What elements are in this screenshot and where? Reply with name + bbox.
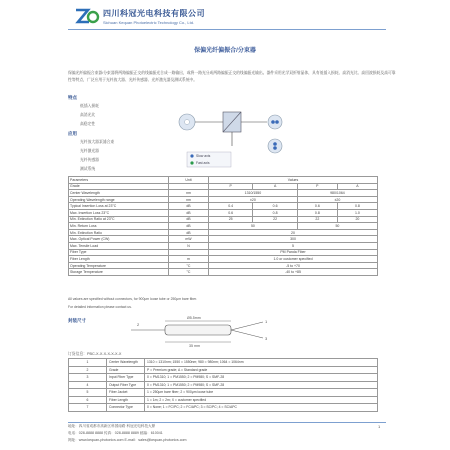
spec-cell: Center Wavelength [69, 190, 169, 197]
package-heading: 封装尺寸 [68, 318, 86, 323]
spec-row [69, 196, 378, 203]
ordering-cell: P = Premium grade; A = Standard grade [145, 366, 378, 374]
spec-cell: m [169, 256, 209, 263]
spec-row [69, 229, 378, 236]
ordering-cell: Fiber Jacket [107, 389, 145, 397]
ordering-row [69, 359, 378, 367]
spec-cell: 1310/1550 [209, 190, 298, 197]
ordering-cell: 1310 = 1310nm; 1550 = 1550nm; 980 = 980nm; 1064 = 1064nm [145, 359, 378, 367]
header-unit: Unit [169, 177, 209, 184]
spec-row [69, 216, 378, 223]
footer-divider [68, 422, 386, 423]
spec-cell: Typical Insertion Loss at 23°C [69, 203, 169, 210]
spec-cell: 980/1064 [297, 190, 377, 197]
spec-cell: Max. Optical Power (CW) [69, 236, 169, 243]
port-label: 2 [137, 322, 140, 327]
spec-cell: °C [169, 269, 209, 276]
ordering-row [69, 381, 378, 389]
ordering-row [69, 389, 378, 397]
legend-label-fast: Fast axis [196, 161, 210, 166]
spec-cell: Grade [69, 183, 169, 190]
features-heading: 特点 [68, 95, 77, 100]
spec-cell: Min. Extinction Ratio at 23°C [69, 216, 169, 223]
ordering-cell: 1 = 250μm bare fiber; 2 = 900μm loose tube [145, 389, 378, 397]
ordering-row [69, 366, 378, 374]
intro-paragraph: 保偏光纤偏振合束器/分束器将两路偏振正交的线偏振光合成一路输出，或将一路光分成两路偏振正交的线偏振光输出。器件采用光学双折射晶体，具有低插入损耗、高消光比、高回波损耗及高可靠性等特点，广泛应用于光纤放大器、光纤传感器、光纤激光器及测试系统中。 [68, 71, 396, 83]
application-item: 光纤放大器泵浦合束 [80, 140, 115, 144]
ordering-cell: 1 [69, 359, 107, 367]
polarization-schematic [175, 102, 295, 170]
ordering-cell: Input Fiber Type [107, 374, 145, 382]
spec-cell: -40 to +85 [209, 269, 378, 276]
spec-row [69, 269, 378, 276]
spec-table [68, 176, 378, 276]
spec-cell: 0.4 [209, 203, 253, 210]
ordering-cell: 6 [69, 396, 107, 404]
port-label: 1 [265, 319, 268, 324]
spec-note: All values are specified without connectors, for 900μm loose tube or 250μm bare fiber. [68, 297, 198, 301]
spec-cell: -5 to +70 [209, 262, 378, 269]
feature-item: 高稳定性 [80, 122, 96, 126]
spec-cell: P [209, 183, 253, 190]
spec-cell: Fiber Type [69, 249, 169, 256]
ordering-cell: 0 = None; 1 = FC/PC; 2 = FC/APC; 3 = SC/PC; 4 = SC/APC [145, 404, 378, 412]
spec-row [69, 183, 378, 190]
birefringent-crystal [223, 112, 241, 132]
ordering-cell: 7 [69, 404, 107, 412]
dimension-diameter: Ø5.5mm [187, 316, 201, 320]
ordering-table [68, 358, 378, 412]
application-item: 测试系统 [80, 167, 96, 171]
application-item: 光纤激光器 [80, 149, 99, 153]
application-item: 光纤传感器 [80, 158, 99, 162]
spec-cell: 50 [209, 223, 298, 230]
ordering-cell: 1 = 1m; 2 = 2m; X = customer specified [145, 396, 378, 404]
spec-cell: 22 [297, 216, 337, 223]
ordering-cell: 0 = PM1310; 1 = PM1550; 2 = PM980; S = SMF-28 [145, 374, 378, 382]
spec-cell: ±20 [297, 196, 377, 203]
spec-note: For detailed information please contact us. [68, 305, 132, 309]
spec-cell: dB [169, 229, 209, 236]
page-header [68, 5, 398, 35]
spec-row [69, 209, 378, 216]
spec-cell: Min. Return Loss [69, 223, 169, 230]
spec-cell: Operating Temperature [69, 262, 169, 269]
applications-heading: 应用 [68, 131, 77, 136]
spec-cell: 50 [297, 223, 377, 230]
spec-row [69, 242, 378, 249]
company-logo [74, 7, 100, 27]
output-fiber-endface-2 [268, 139, 282, 153]
output-pigtail-2 [231, 330, 263, 338]
ordering-cell: 5 [69, 389, 107, 397]
spec-cell: dB [169, 216, 209, 223]
spec-cell: P [297, 183, 337, 190]
spec-cell: 20 [337, 216, 377, 223]
spec-row [69, 236, 378, 243]
ordering-row [69, 404, 378, 412]
spec-cell: 0.6 [209, 209, 253, 216]
page-number: 1 [378, 424, 381, 429]
output-fiber-endface-1 [268, 115, 282, 129]
spec-cell: 22 [253, 216, 297, 223]
package-body [165, 325, 231, 335]
spec-cell: dB [169, 209, 209, 216]
legend-label-slow: Slow axis [196, 154, 211, 159]
port-label: 3 [265, 336, 268, 341]
spec-cell: Operating Wavelength range [69, 196, 169, 203]
spec-row [69, 256, 378, 263]
ordering-cell: 3 [69, 374, 107, 382]
spec-cell: 0.6 [253, 203, 297, 210]
feature-item: 低插入损耗 [80, 104, 99, 108]
spec-row [69, 262, 378, 269]
spec-cell [169, 249, 209, 256]
spec-row [69, 190, 378, 197]
spec-row [69, 249, 378, 256]
spec-cell: 1.0 [337, 209, 377, 216]
company-name-en: Sichuan Kequan Photoelectric Technology Co., Ltd. [103, 20, 195, 25]
package-drawing [125, 310, 275, 350]
feature-item: 高消光比 [80, 113, 96, 117]
spec-cell: Min. Extinction Ratio [69, 229, 169, 236]
header-values: Values [209, 177, 378, 184]
spec-cell: 300 [209, 236, 378, 243]
spec-cell: nm [169, 190, 209, 197]
spec-cell: Storage Temperature [69, 269, 169, 276]
input-fiber-endface [179, 114, 195, 130]
spec-cell: 0.8 [337, 203, 377, 210]
output-pigtail-1 [231, 322, 263, 330]
ordering-cell: Grade [107, 366, 145, 374]
spec-cell: ±20 [209, 196, 298, 203]
spec-cell: A [253, 183, 297, 190]
spec-cell: 5 [209, 242, 378, 249]
spec-cell: 0.8 [253, 209, 297, 216]
spec-cell: nm [169, 196, 209, 203]
footer-web: 网址：www.kequan-photonics.com E-mail：sales@kequan-photonics.com [68, 438, 187, 442]
ordering-title: 订货信息：PBC-X-X-X-X-X-X-X [68, 352, 122, 356]
ordering-row [69, 396, 378, 404]
ordering-cell: Fiber Length [107, 396, 145, 404]
spec-table-header [69, 177, 378, 184]
spec-cell: PM Panda Fiber [209, 249, 378, 256]
footer-address: 地址：四川省成都市高新区科园南路 科冠光电科技大厦 [68, 424, 156, 428]
header-param: Parameters [69, 177, 169, 184]
legend-marker-slow [190, 154, 193, 157]
footer-phone: 电话：028-8888 8888 传真：028-8888 8889 邮编：610041 [68, 431, 163, 435]
ordering-cell: 0 = PM1310; 1 = PM1550; 2 = PM980; S = SMF-28 [145, 381, 378, 389]
legend-marker-fast [190, 161, 193, 164]
spec-cell: dB [169, 223, 209, 230]
ordering-cell: Output Fiber Type [107, 381, 145, 389]
company-name: 四川科冠光电科技有限公司 [103, 9, 205, 18]
document-title: 保偏光纤偏振合/分束器 [194, 48, 256, 54]
spec-cell: 1.0 or customer specified [209, 256, 378, 263]
spec-cell: °C [169, 262, 209, 269]
ordering-cell: Center Wavelength [107, 359, 145, 367]
spec-row [69, 223, 378, 230]
spec-cell: N [169, 242, 209, 249]
spec-cell: Max. Tensile Load [69, 242, 169, 249]
spec-cell [169, 183, 209, 190]
ordering-cell: Connector Type [107, 404, 145, 412]
spec-cell: mW [169, 236, 209, 243]
ordering-cell: 2 [69, 366, 107, 374]
spec-cell: 0.6 [297, 203, 337, 210]
spec-cell: Max. Insertion Loss 23°C [69, 209, 169, 216]
dimension-length: 35 mm [189, 344, 200, 348]
ordering-row [69, 374, 378, 382]
spec-row [69, 203, 378, 210]
spec-cell: A [337, 183, 377, 190]
spec-cell: 20 [209, 229, 378, 236]
spec-cell: 25 [209, 216, 253, 223]
spec-cell: 0.8 [297, 209, 337, 216]
spec-cell: Fiber Length [69, 256, 169, 263]
ordering-cell: 4 [69, 381, 107, 389]
spec-cell: dB [169, 203, 209, 210]
header-divider [68, 29, 386, 30]
